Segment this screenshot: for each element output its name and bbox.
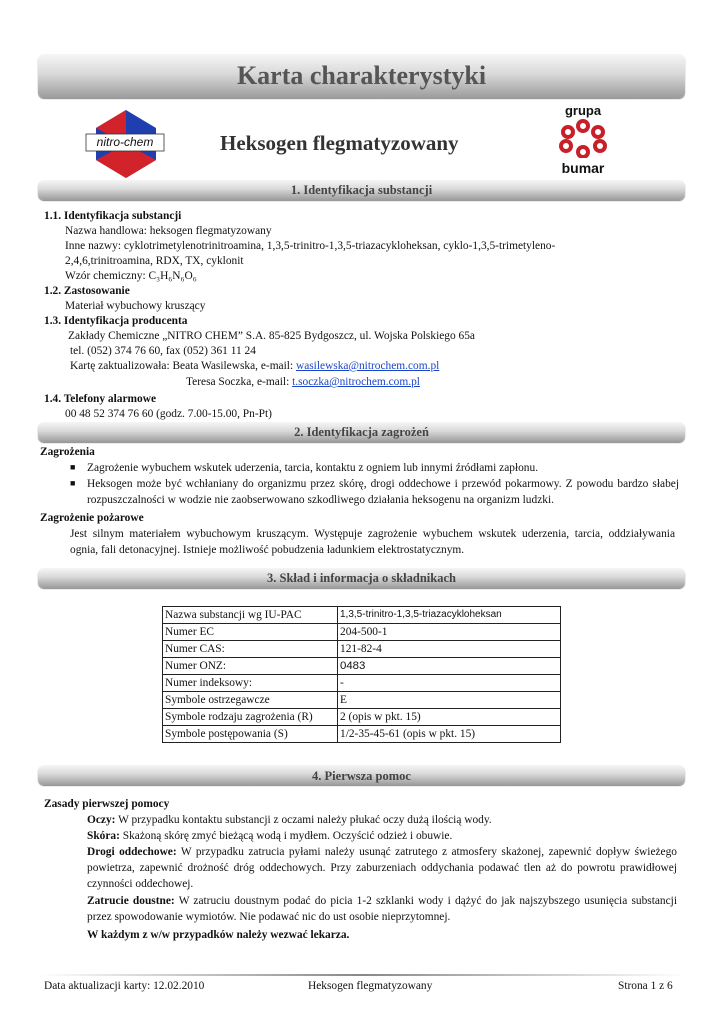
subsection-1-4: 1.4. Telefony alarmowe (44, 393, 156, 405)
updated-by: Kartę zaktualizowała: Beata Wasilewska, e-mail: wasilewska@nitrochem.com.pl (70, 360, 440, 372)
product-heading: Heksogen flegmatyzowany (220, 131, 459, 155)
hazard-bullet-2: Heksogen może być wchłaniany do organizmu przez skórę, drogi oddechowe i przewód pokarmowy. Z powodu bardzo słabej rozpuszczalności w wodzie nie zaobserwowano szkodliwego działania heksogenu na organizm ludzki. (87, 478, 679, 506)
first-aid-heading: Zasady pierwszej pomocy (44, 798, 170, 810)
hazards-heading: Zagrożenia (40, 446, 95, 458)
section-4-title: 4. Pierwsza pomoc (312, 769, 411, 783)
fire-hazard-text: Jest silnym materiałem wybuchowym kruszącym. Występuje zagrożenie wybuchem wskutek uderzenia, tarcia, oddziaływania ognia, fali detonacyjnej. Istnieje możliwość pobudzenia ładunkiem elektrostatycznym. (70, 528, 675, 556)
subsection-1-2: 1.2. Zastosowanie (44, 285, 130, 297)
footer-product: Heksogen flegmatyzowany (308, 980, 433, 992)
fire-hazard-heading: Zagrożenie pożarowe (40, 512, 144, 524)
footer-date: Data aktualizacji karty: 12.02.2010 (44, 980, 205, 992)
table-row: Numer ONZ: 0483 (163, 658, 561, 675)
alarm-phone: 00 48 52 374 76 60 (godz. 7.00-15.00, Pn-Pt) (65, 408, 272, 420)
footer-divider (38, 974, 685, 976)
subsection-1-1: 1.1. Identyfikacja substancji (44, 210, 182, 222)
grupa-bumar-logo: grupa bumar (548, 104, 618, 178)
footer-page: Strona 1 z 6 (618, 980, 673, 992)
first-aid-ingestion: Zatrucie doustne: W zatruciu doustnym podać do picia 1-2 szklanki wody i dążyć do jak najszybszego usunięcia substancji przez spowodowanie wymiotów. Nie podawać nic do ust osobie nieprzytomnej. (87, 895, 677, 923)
first-aid-respiratory: Drogi oddechowe: W przypadku zatrucia pyłami należy usunąć zatrutego z atmosfery skażonej, zapewnić dopływ świeżego powietrza, zapewnić drożność dróg oddechowych. Przy zaburzeniach oddychania podawać tlen aż do powrotu prawidłowej czynności oddechowej. (87, 846, 677, 890)
hazard-bullet-1: Zagrożenie wybuchem wskutek uderzenia, tarcia, kontaktu z ogniem lub innymi źródłami zapłonu. (87, 462, 539, 474)
bumar-ring-icon (548, 118, 618, 158)
table-row: Numer CAS: 121-82-4 (163, 641, 561, 658)
first-aid-final: W każdym z w/w przypadków należy wezwać lekarza. (87, 929, 350, 941)
trade-name: Nazwa handlowa: heksogen flegmatyzowany (65, 225, 272, 237)
producer-address: Zakłady Chemiczne „NITRO CHEM” S.A. 85-825 Bydgoszcz, ul. Wojska Polskiego 65a (68, 330, 475, 342)
table-row: Symbole ostrzegawcze E (163, 692, 561, 709)
table-row: Numer indeksowy: - (163, 675, 561, 692)
document-title: Karta charakterystyki (236, 61, 487, 90)
logo-text: nitro-chem (96, 135, 154, 149)
section-1-title: 1. Identyfikacja substancji (290, 183, 433, 197)
producer-phones: tel. (052) 374 76 60, fax (052) 361 11 24 (70, 345, 256, 357)
table-row: Numer EC 204-500-1 (163, 624, 561, 641)
email-link-2[interactable]: t.soczka@nitrochem.com.pl (292, 376, 420, 388)
nitro-chem-logo (82, 108, 168, 180)
section-3-title: 3. Skład i informacja o składnikach (267, 571, 456, 585)
other-names-cont: 2,4,6,trinitroamina, RDX, TX, cyklonit (65, 255, 244, 267)
composition-table (162, 606, 561, 743)
first-aid-eyes: Oczy: W przypadku kontaktu substancji z oczami należy płukać oczy dużą ilością wody. (87, 814, 492, 826)
bullet-icon: ■ (70, 462, 76, 472)
usage: Materiał wybuchowy kruszący (65, 300, 206, 312)
second-contact: Teresa Soczka, e-mail: t.soczka@nitrochem.com.pl (186, 376, 420, 388)
section-2-title: 2. Identyfikacja zagrożeń (294, 425, 429, 439)
bullet-icon: ■ (70, 478, 76, 488)
subsection-1-3: 1.3. Identyfikacja producenta (44, 315, 188, 327)
table-row: Symbole postępowania (S) 1/2-35-45-61 (opis w pkt. 15) (163, 726, 561, 743)
table-row: Nazwa substancji wg IU-PAC 1,3,5-trinitro-1,3,5-triazacykloheksan (163, 607, 561, 624)
chemical-formula: Wzór chemiczny: C₃H₆N₆O₆ (65, 270, 197, 282)
email-link-1[interactable]: wasilewska@nitrochem.com.pl (295, 360, 440, 372)
other-names: Inne nazwy: cyklotrimetylenotrinitroamina, 1,3,5-trinitro-1,3,5-triazacykloheksan, cyklo-1,3,5-trimetyleno- (65, 240, 556, 252)
table-row: Symbole rodzaju zagrożenia (R) 2 (opis w pkt. 15) (163, 709, 561, 726)
first-aid-skin: Skóra: Skażoną skórę zmyć bieżącą wodą i mydłem. Oczyścić odzież i obuwie. (87, 830, 453, 842)
